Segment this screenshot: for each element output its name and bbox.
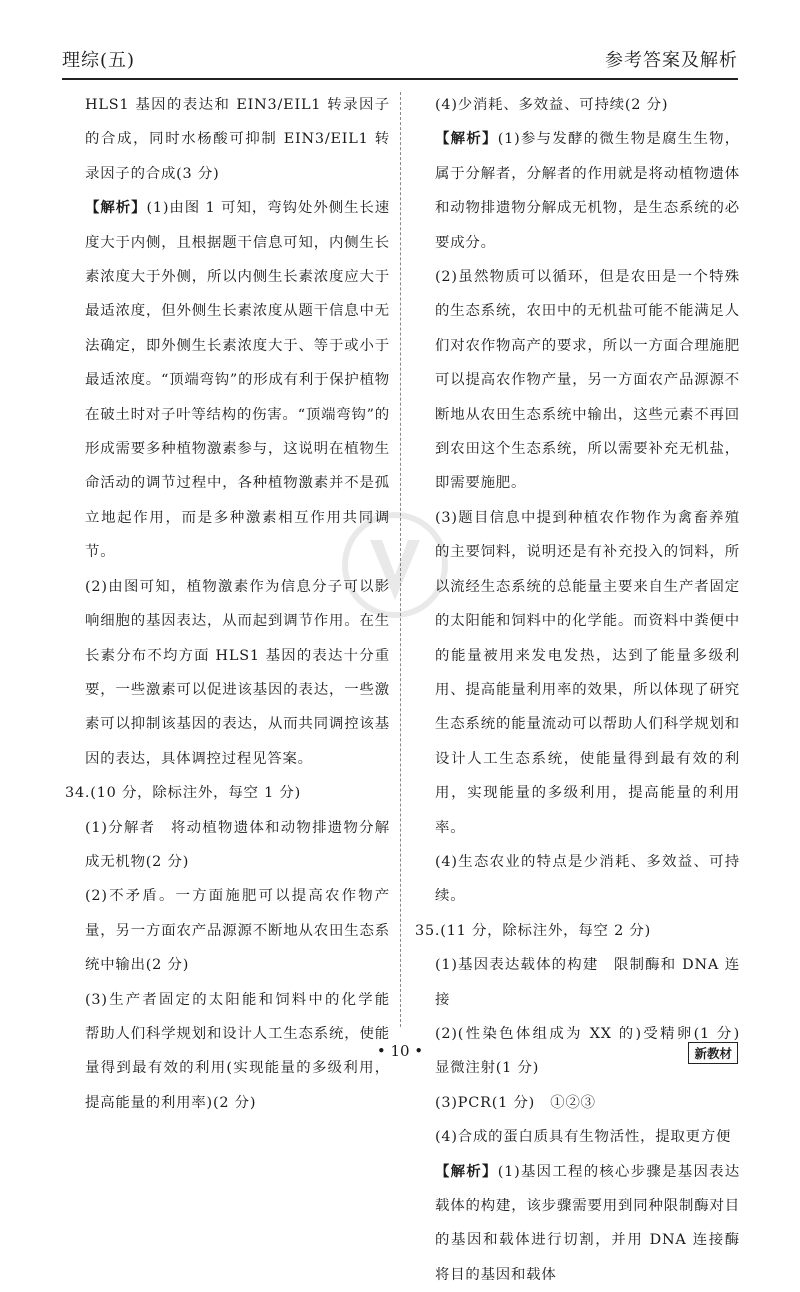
paragraph-text: (3)生产者固定的太阳能和饲料中的化学能 帮助人们科学规划和设计人工生态系统，使能量得到最有效的利用(实现能量的多级利用，提高能量的利用率)(2 分) — [85, 991, 406, 1111]
answer-paragraph — [415, 501, 740, 845]
paragraph-text: (4)合成的蛋白质具有生物活性，提取更方便 — [435, 1129, 732, 1146]
paragraph-text: (3)PCR(1 分) ①②③ — [435, 1094, 596, 1111]
page-footer — [0, 1042, 800, 1066]
paragraph-text: HLS1 基因的表达和 EIN3/EIL1 转录因子的合成，同时水杨酸可抑制 EIN3/EIL1 转录因子的合成(3 分) — [85, 97, 390, 182]
paragraph-text: (1)参与发酵的微生物是腐生生物，属于分解者，分解者的作用就是将动植物遗体和动物排遗物分解成无机物，是生态系统的必要成分。 — [435, 131, 740, 251]
analysis-tag: 【解析】 — [85, 200, 147, 217]
paragraph-text: (4)少消耗、多效益、可持续(2 分) — [435, 97, 669, 113]
answer-paragraph — [65, 191, 390, 569]
answer-paragraph — [415, 948, 740, 1017]
paragraph-text: (1)分解者 将动植物遗体和动物排遗物分解成无机物(2 分) — [85, 819, 390, 870]
answer-paragraph — [65, 811, 390, 880]
paragraph-text: (2)不矛盾。一方面施肥可以提高农作物产量，另一方面农产品源源不断地从农田生态系统中输出(2 分) — [85, 888, 390, 974]
paragraph-text: (3)题目信息中提到种植农作物作为禽畜养殖的主要饲料，说明还是有补充投入的饲料，所以流经生态系统的总能量主要来自生产者固定的太阳能和饲料中的化学能。而资料中粪便中的能量被用来发电发热，达到了能量多级利用、提高能量利用率的效果，所以体现了研究生态系统的能量流动可以帮助人们科学规划和设计人工生态系统，使能量得到最有效的利用，实现能量的多级利用，提高能量的利用率。 — [435, 509, 740, 836]
paragraph-text: (2)由图可知，植物激素作为信息分子可以影响细胞的基因表达，从而起到调节作用。在生长素分布不均方面 HLS1 基因的表达十分重要，一些激素可以促进该基因的表达，一些激素可以抑制该基因的表达，从而共同调控该基因的表达，具体调控过程见答案。 — [85, 578, 390, 767]
paragraph-text: (1)由图 1 可知，弯钩处外侧生长速度大于内侧，且根据题干信息可知，内侧生长素浓度大于外侧，所以内侧生长素浓度应大于最适浓度，但外侧生长素浓度从题干信息中无法确定，即外侧生长素浓度大于、等于或小于最适浓度。“顶端弯钩”的形成有利于保护植物在破土时对子叶等结构的伤害。“顶端弯钩”的形成需要多种植物激素参与，这说明在植物生命活动的调节过程中，各种植物激素并不是孤立地起作用，而是多种激素相互作用共同调节。 — [85, 200, 390, 561]
answer-paragraph — [415, 1120, 740, 1154]
page-number: • 10 • — [376, 1042, 424, 1060]
paragraph-text: (2)虽然物质可以循环，但是农田是一个特殊的生态系统，农田中的无机盐可能不能满足人们对农作物高产的要求，所以一方面合理施肥可以提高农作物产量，另一方面农产品源源不断地从农田生态系统中输出，这些元素不再回到农田这个生态系统，所以需要补充无机盐，即需要施肥。 — [435, 269, 740, 492]
header-subject: 理综(五) — [62, 50, 136, 71]
left-column — [65, 88, 406, 1120]
page-header — [62, 44, 738, 80]
answer-paragraph — [415, 260, 740, 501]
answer-paragraph — [65, 776, 390, 810]
analysis-tag: 【解析】 — [435, 1163, 498, 1180]
analysis-tag: 【解析】 — [435, 131, 498, 148]
paragraph-text: 34.(10 分，除标注外，每空 1 分) — [65, 785, 302, 802]
header-section-title: 参考答案及解析 — [605, 50, 738, 71]
right-column — [415, 88, 756, 1292]
answer-paragraph — [65, 879, 390, 982]
edition-badge: 新教材 — [688, 1042, 738, 1064]
paragraph-text: (4)生态农业的特点是少消耗、多效益、可持续。 — [435, 853, 740, 905]
answer-paragraph — [415, 88, 740, 122]
paragraph-text: (1)基因工程的核心步骤是基因表达载体的构建，该步骤需要用到同种限制酶对目的基因和载体进行切割，并用 DNA 连接酶将目的基因和载体 — [435, 1163, 740, 1283]
paragraph-text: (1)基因表达载体的构建 限制酶和 DNA 连接 — [435, 957, 740, 1008]
answer-paragraph — [65, 570, 390, 776]
answer-paragraph — [415, 914, 740, 948]
answer-paragraph — [415, 1155, 740, 1292]
paragraph-text: 35.(11 分，除标注外，每空 2 分) — [415, 922, 652, 939]
answer-paragraph — [415, 845, 740, 914]
answer-paragraph — [415, 122, 740, 260]
answer-paragraph — [65, 88, 390, 191]
answer-paragraph — [415, 1086, 740, 1120]
paragraph-text: (2)(性染色体组成为 XX 的)受精卵(1 分) 显微注射(1 分) — [435, 1025, 756, 1077]
